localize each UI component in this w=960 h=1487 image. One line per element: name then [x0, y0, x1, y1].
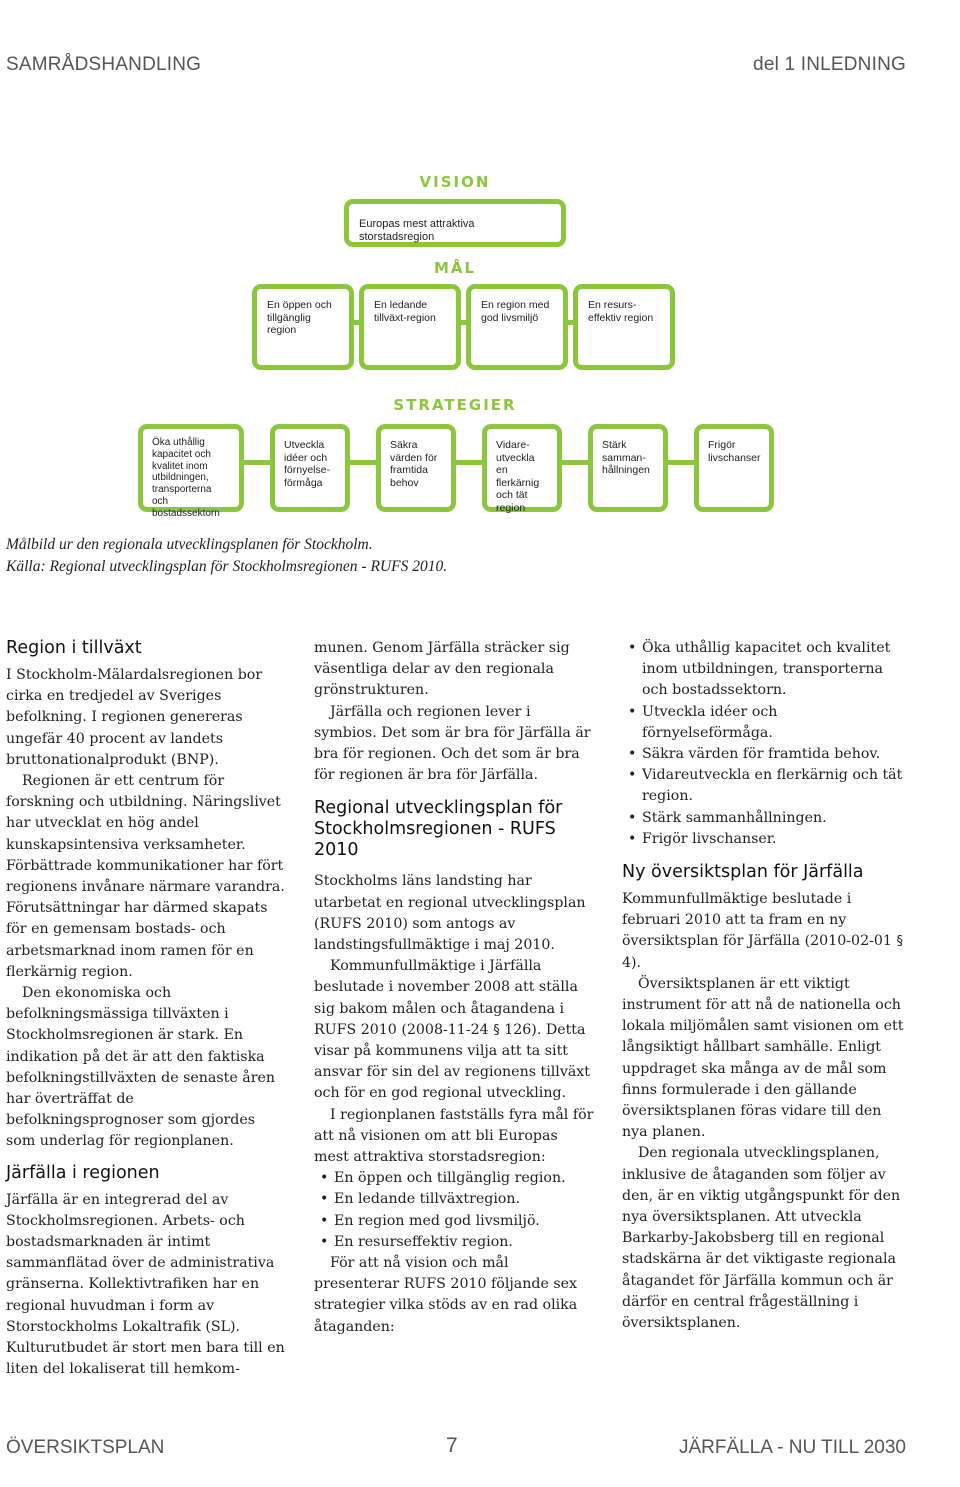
goal-box: En öppen och tillgänglig region — [252, 284, 354, 370]
column-3 — [622, 638, 908, 1334]
caption-line: Källa: Regional utvecklingsplan för Stockholmsregionen - RUFS 2010. — [6, 558, 448, 575]
connector — [242, 460, 272, 465]
footer-left: ÖVERSIKTSPLAN — [6, 1437, 165, 1458]
list-item: • Utveckla idéer och förnyelseförmåga. — [622, 702, 908, 744]
paragraph: Översiktsplanen är ett viktigt instrument för att nå de nationella och lokala miljömålen samt visionen om ett långsiktigt hållbart samhälle. Enligt uppdraget ska många av de mål som finns formulerade i den gällande översiktsplanen föras vidare till den nya planen. — [622, 975, 904, 1141]
strategy-box: Frigör livschanser — [694, 424, 774, 512]
vision-box: Europas mest attraktiva storstadsregion — [344, 199, 566, 247]
paragraph: Järfälla och regionen lever i symbios. Det som är bra för Järfälla är bra för regionen. Och det som är bra för regionen är bra för Järfälla. — [314, 703, 591, 784]
paragraph: munen. Genom Järfälla sträcker sig väsentliga delar av den regionala grönstrukturen. — [314, 640, 570, 699]
section-heading: Region i tillväxt — [6, 638, 142, 658]
paragraph — [314, 956, 594, 1104]
section-sign-icon: § — [896, 934, 903, 950]
column-1 — [6, 638, 286, 1381]
strategy-box: Utveckla idéer och förnyelse-förmåga — [270, 424, 350, 512]
paragraph-text: 126). Detta visar på kommunens vilja att ta sitt ansvar för sin del av regionens tillväxt och för en god regional utveckling. — [314, 1021, 590, 1102]
strategier-title: STRATEGIER — [393, 396, 517, 414]
section-heading: Regional utvecklingsplan för Stockholmsregionen - RUFS 2010 — [314, 798, 563, 861]
strategy-box: Säkra värden för framtida behov — [376, 424, 456, 512]
list-item: • En öppen och tillgänglig region. — [314, 1168, 594, 1189]
vision-title: VISION — [419, 173, 491, 191]
strategy-list — [622, 638, 908, 850]
goal-box: En ledande tillväxt-region — [359, 284, 461, 370]
connector — [348, 460, 378, 465]
section-sign-icon: § — [493, 1022, 500, 1038]
list-item: • Öka uthållig kapacitet och kvalitet inom utbildningen, transporterna och bostadssektorn. — [622, 638, 908, 702]
list-item: • Stärk sammanhållningen. — [622, 808, 908, 829]
caption-line: Målbild ur den regionala utvecklingsplanen för Stockholm. — [6, 536, 373, 553]
paragraph: Regionen är ett centrum för forskning och utbildning. Näringslivet har utvecklat en hög andel kunskapsintensiva verksamheter. Förbättrade kommunikationer har fört regionens invånare närmare varandra. Förutsättningar har därmed skapats för en gemensam bostads- och arbetsmarknad inom ramen för en flerkärnig region. — [6, 773, 285, 980]
mal-title: MÅL — [433, 259, 477, 277]
paragraph-text: Kommunfullmäktige beslutade i februari 2010 att ta fram en ny översiktsplan för Järfälla (2010-02-01 — [622, 891, 892, 950]
page-number: 7 — [446, 1434, 458, 1457]
footer-right: JÄRFÄLLA - NU TILL 2030 — [678, 1437, 906, 1458]
paragraph: Stockholms läns landsting har utarbetat en regional utvecklingsplan (RUFS 2010) som antogs av landstingsfullmäktige i maj 2010. — [314, 873, 586, 954]
paragraph — [622, 889, 908, 974]
paragraph: I Stockholm-Mälardalsregionen bor cirka en tredjedel av Sveriges befolkning. I regionen genereras ungefär 40 procent av landets bruttonationalprodukt (BNP). — [6, 667, 263, 768]
list-item: • Vidareutveckla en flerkärnig och tät region. — [622, 765, 908, 807]
connector — [454, 460, 484, 465]
paragraph: Den regionala utvecklingsplanen, inklusive de åtaganden som följer av den, är en viktig utgångspunkt för den nya översiktsplanen. Att utveckla Barkarby-Jakobsberg till en regional stadskärna är det viktigaste regionala åtagandet för Järfälla kommun och är därför en central frågeställning i översiktsplanen. — [622, 1145, 901, 1332]
list-item: • Säkra värden för framtida behov. — [622, 744, 908, 765]
paragraph: Den ekonomiska och befolkningsmässiga tillväxten i Stockholmsregionen är stark. En indikation på det är att den faktiska befolkningstillväxten de senaste åren har överträffat de befolkningsprognoser som gjordes som underlag för regionplanen. — [6, 985, 276, 1150]
section-heading: Ny översiktsplan för Järfälla — [622, 862, 864, 883]
list-item: • En ledande tillväxtregion. — [314, 1189, 594, 1210]
header-right: del 1 INLEDNING — [753, 54, 906, 75]
header-left: SAMRÅDSHANDLING — [6, 54, 202, 75]
connector — [666, 460, 696, 465]
goal-list — [314, 1168, 594, 1253]
paragraph: För att nå vision och mål presenterar RUFS 2010 följande sex strategier vilka stöds av en rad olika åtaganden: — [314, 1255, 578, 1335]
section-heading: Järfälla i regionen — [6, 1162, 160, 1183]
strategy-box: Öka uthållig kapacitet och kvalitet inom utbildningen, transporterna och bostadssektorn — [138, 424, 244, 512]
list-item: • En region med god livsmiljö. — [314, 1211, 594, 1232]
strategy-box: Stärk samman-hållningen — [588, 424, 668, 512]
column-2 — [314, 638, 594, 1338]
paragraph: I regionplanen fastställs fyra mål för att nå visionen om att bli Europas mest attraktiva storstadsregion: — [314, 1106, 594, 1166]
goal-box: En region med god livsmiljö — [466, 284, 568, 370]
strategy-box: Vidare-utveckla en flerkärnig och tät region — [482, 424, 562, 512]
paragraph-text: 4). — [622, 954, 642, 971]
list-item: • Frigör livschanser. — [622, 829, 908, 850]
paragraph: Järfälla är en integrerad del av Stockholmsregionen. Arbets- och bostadsmarknaden är intimt sammanflätad över de administrativa gränserna. Kollektivtrafiken har en regional huvudman i form av Storstockholms Lokaltrafik (SL). Kulturutbudet är stort men bara till en liten del lokaliserat till hemkom- — [6, 1191, 285, 1378]
goal-box: En resurs-effektiv region — [573, 284, 675, 370]
figure-caption — [6, 534, 447, 578]
connector — [560, 460, 590, 465]
list-item: • En resurseffektiv region. — [314, 1232, 594, 1253]
paragraph-text: Kommunfullmäktige i Järfälla beslutade i november 2008 att ställa sig bakom målen och åtagandena i RUFS 2010 (2008-11-24 — [314, 958, 578, 1038]
